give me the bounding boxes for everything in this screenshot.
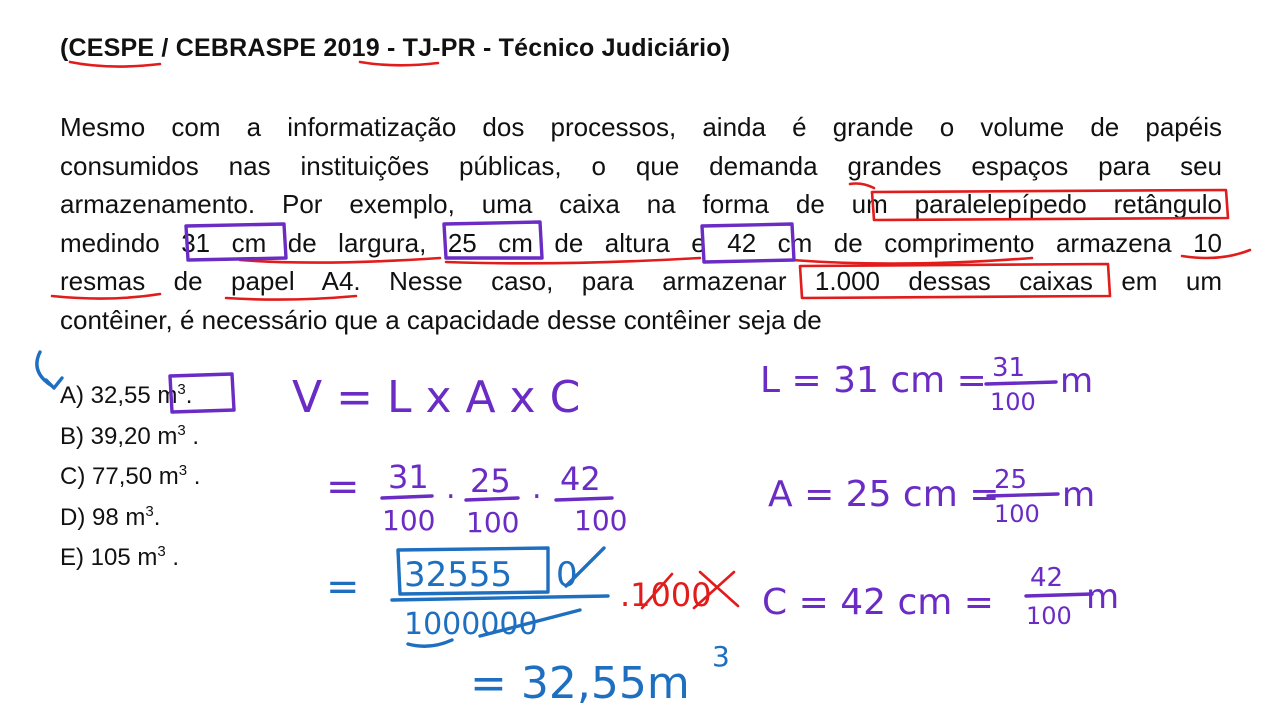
c-fraction-den: 100 <box>1026 602 1072 630</box>
step2-denominator: 1000000 <box>404 607 538 642</box>
a-definition: A = 25 cm = <box>768 474 1000 515</box>
l-fraction-bar <box>986 382 1056 384</box>
question-title: (CESPE / CEBRASPE 2019 - TJ-PR - Técnico Judiciário) <box>60 34 731 62</box>
step1-num-25: 25 <box>470 462 511 500</box>
step1-dot: . <box>446 471 456 506</box>
step1-num-42: 42 <box>560 460 601 498</box>
a-unit: m <box>1062 475 1096 515</box>
result-exponent: 3 <box>712 640 730 673</box>
mark-paralelepipedo <box>850 184 874 189</box>
step2-fraction-bar <box>392 596 608 600</box>
option-b[interactable]: B) 39,20 $m^3$ . <box>60 421 200 450</box>
statement-line: medindo 31 cm de largura, 25 cm de altura e 42 cm de comprimento armazena 10 <box>60 227 1222 258</box>
step1-den-2: 100 <box>466 506 520 539</box>
box-paralelepipedo <box>872 190 1228 220</box>
option-e[interactable]: E) 105 $m^3$ . <box>60 543 180 571</box>
step1-num-31: 31 <box>388 458 429 496</box>
step1-den-1: 100 <box>382 504 436 537</box>
l-fraction-num: 31 <box>992 353 1026 383</box>
step2-times-1000: .1000 <box>620 576 712 614</box>
underline-10 <box>1182 250 1250 258</box>
step2-extra-zero: 0 <box>556 555 578 595</box>
c-definition: C = 42 cm = <box>762 582 994 623</box>
a-fraction-num: 25 <box>994 465 1028 495</box>
box-option-a-unit <box>170 374 234 412</box>
underline-comprimento <box>792 258 1032 264</box>
box-1000-caixas <box>800 264 1110 298</box>
c-fraction-bar <box>1026 594 1092 596</box>
check-arrow-icon <box>37 352 62 388</box>
statement-line: Mesmo com a informatização dos processos, ainda é grande o volume de papéis <box>60 112 1222 142</box>
a-fraction-den: 100 <box>994 500 1040 528</box>
step1-dot: . <box>532 471 542 506</box>
l-unit: m <box>1060 361 1094 401</box>
underline-papel <box>226 296 356 300</box>
c-fraction-num: 42 <box>1030 563 1064 593</box>
a-fraction-bar <box>988 494 1058 496</box>
underline-cespe <box>70 62 160 67</box>
statement-line: contêiner, é necessário que a capacidade desse contêiner seja de <box>60 304 822 335</box>
option-c[interactable]: C) 77,50 $m^3$ . <box>60 462 201 490</box>
underline-resmas <box>52 294 160 299</box>
step1-den-3: 100 <box>574 504 628 537</box>
l-definition: L = 31 cm = <box>760 360 987 401</box>
statement-line: resmas de papel A4. Nesse caso, para armazenar 1.000 dessas caixas em um <box>60 266 1222 297</box>
box-25cm <box>444 222 542 258</box>
step2-equals: = <box>326 564 360 610</box>
option-d[interactable]: D) 98 $m^3$. <box>60 502 161 531</box>
box-42cm <box>702 224 794 262</box>
step1-equals: = <box>326 464 360 510</box>
underline-2019 <box>360 62 438 65</box>
step2-numerator: 32555 <box>404 555 513 595</box>
formula-volume: V = L x A x C <box>292 372 581 423</box>
l-fraction-den: 100 <box>990 388 1036 416</box>
statement-line: consumidos nas instituições públicas, o que demanda grandes espaços para seu <box>60 150 1222 181</box>
c-unit: m <box>1086 577 1120 617</box>
option-a[interactable]: A) 32,55 $m^3$. <box>60 381 193 409</box>
statement-line: armazenamento. Por exemplo, uma caixa na forma de um paralelepípedo retângulo <box>60 189 1222 220</box>
result-value: = 32,55m <box>470 658 690 709</box>
box-31cm <box>186 224 286 260</box>
